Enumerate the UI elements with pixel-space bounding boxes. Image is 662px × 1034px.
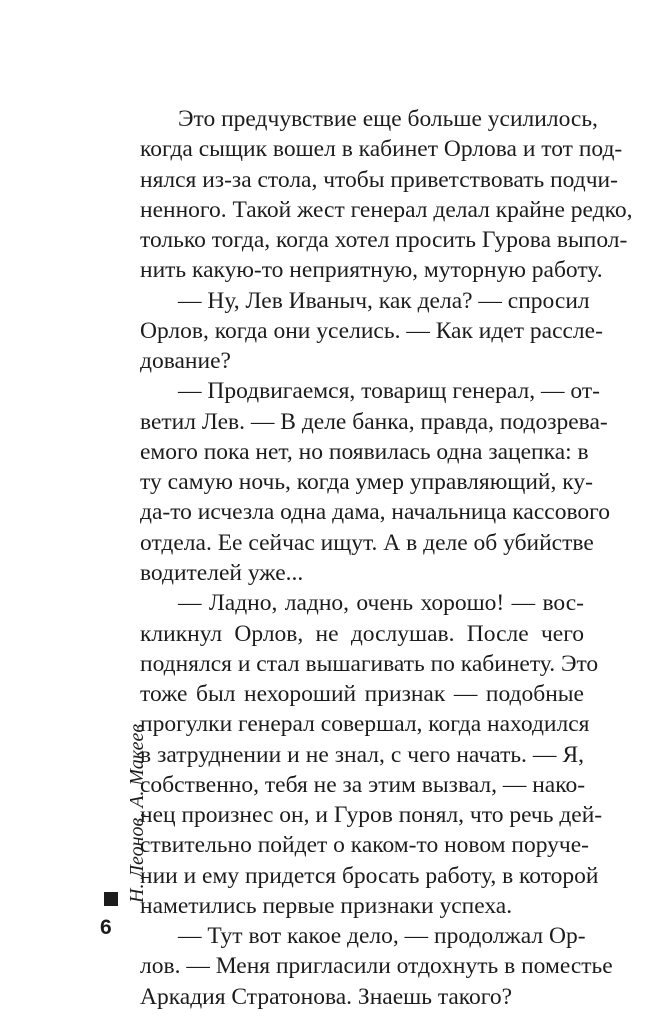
text-line: поднялся и стал вышагивать по кабинету. Это — [140, 650, 599, 677]
text-line: только тогда, когда хотел просить Гурова выпол- — [140, 227, 628, 254]
text-line: нии и ему придется бросать работу, в которой — [140, 862, 599, 889]
running-author: Н. Леонов, А. Макеев — [126, 723, 148, 903]
text-line: — Ладно, ладно, очень хорошо! — вос- — [178, 590, 584, 617]
text-line: емого пока нет, но появилась одна зацепка: в — [140, 438, 589, 465]
body-text — [140, 104, 633, 1012]
text-line: — Продвигаемся, товарищ генерал, — от- — [178, 378, 600, 405]
text-line: тоже был нехороший признак — подобные — [140, 681, 584, 708]
text-line: нялся из-за стола, чтобы приветствовать подчи- — [140, 166, 618, 193]
text-line: Орлов, когда они уселись. — Как идет рассле- — [140, 317, 603, 344]
text-line: да-то исчезла одна дама, начальница кассового — [140, 499, 610, 526]
text-line: нец произнес он, и Гуров понял, что речь дей- — [140, 802, 603, 829]
text-line: ствительно пойдет о каком-то новом поруче- — [140, 832, 589, 859]
text-line: ненного. Такой жест генерал делал крайне редко, — [140, 196, 633, 223]
text-line: — Тут вот какое дело, — продолжал Ор- — [178, 923, 586, 950]
text-line: водителей уже... — [140, 559, 304, 586]
text-line: собственно, тебя не за этим вызвал, — нако- — [140, 771, 586, 798]
page-number: 6 — [100, 916, 112, 939]
text-line: Аркадия Стратонова. Знаешь такого? — [140, 983, 513, 1010]
text-line: ветил Лев. — В деле банка, правда, подозрева- — [140, 408, 608, 435]
text-line: Это предчувствие еще больше усилилось, — [178, 106, 598, 132]
text-line: дование? — [140, 348, 231, 375]
text-line: ту самую ночь, когда умер управляющий, ку- — [140, 469, 593, 496]
text-line: наметились первые признаки успеха. — [140, 892, 513, 919]
text-line: кликнул Орлов, не дослушав. После чего — [140, 620, 584, 647]
text-line: нить какую-то неприятную, муторную работу. — [140, 257, 603, 284]
text-line: в затруднении и не знал, с чего начать. — Я, — [140, 741, 584, 768]
text-line: отдела. Ее сейчас ищут. А в деле об убийстве — [140, 529, 594, 556]
text-line: — Ну, Лев Иваныч, как дела? — спросил — [178, 287, 590, 314]
text-line: когда сыщик вошел в кабинет Орлова и тот под- — [140, 136, 623, 163]
text-line: лов. — Меня пригласили отдохнуть в поместье — [140, 953, 613, 980]
section-marker — [104, 892, 118, 906]
text-line: прогулки генерал совершал, когда находился — [140, 711, 590, 738]
